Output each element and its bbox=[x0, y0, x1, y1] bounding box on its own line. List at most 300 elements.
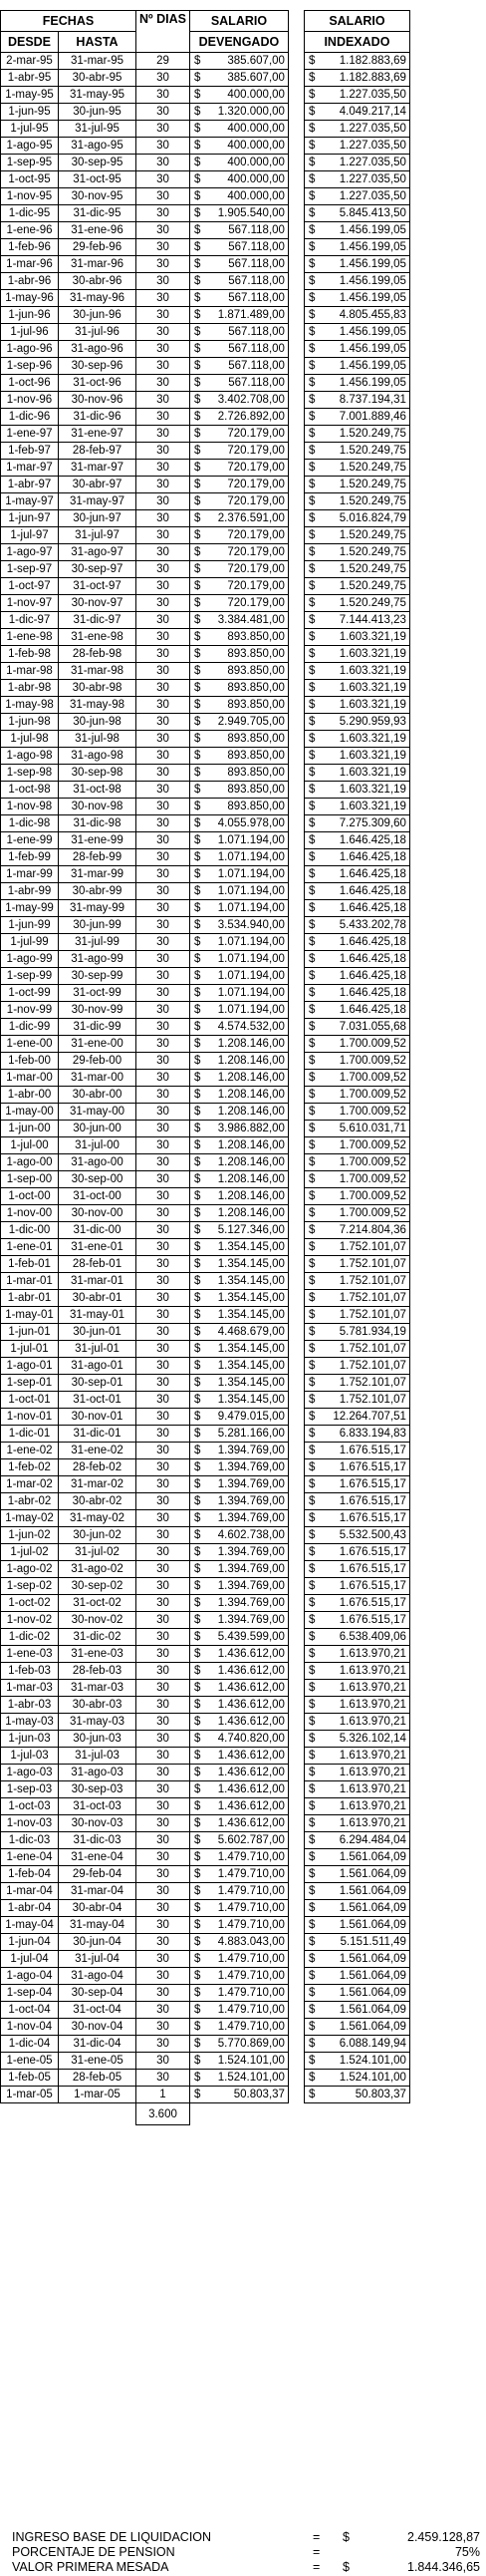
devengado-cell bbox=[189, 1900, 288, 1917]
table-row bbox=[1, 866, 410, 883]
table-row bbox=[1, 917, 410, 934]
currency-symbol: $ bbox=[193, 1495, 201, 1507]
indexado-cell bbox=[304, 1188, 409, 1205]
table-row bbox=[1, 1561, 410, 1578]
desde-cell: 1-mar-98 bbox=[1, 663, 59, 680]
desde-cell: 1-jun-02 bbox=[1, 1527, 59, 1544]
indexado-value: 1.227.035,50 bbox=[339, 157, 406, 168]
indexado-value: 1.456.199,05 bbox=[339, 360, 406, 372]
indexado-value: 1.752.101,07 bbox=[339, 1309, 406, 1321]
table-row bbox=[1, 1171, 410, 1188]
hasta-cell: 30-sep-98 bbox=[59, 765, 136, 782]
currency-symbol: $ bbox=[193, 2089, 201, 2100]
indexado-cell bbox=[304, 1137, 409, 1154]
hasta-cell: 31-mar-95 bbox=[59, 53, 136, 70]
desde-cell: 1-ago-98 bbox=[1, 748, 59, 765]
indexado-value: 1.646.425,18 bbox=[339, 1004, 406, 1016]
devengado-value: 1.208.146,00 bbox=[217, 1207, 285, 1219]
table-row bbox=[1, 849, 410, 866]
currency-symbol: $ bbox=[308, 1665, 316, 1677]
dias-cell: 30 bbox=[136, 1290, 190, 1307]
currency-symbol: $ bbox=[193, 512, 201, 524]
desde-cell: 1-sep-97 bbox=[1, 561, 59, 578]
currency-symbol: $ bbox=[308, 1326, 316, 1338]
desde-cell: 1-abr-02 bbox=[1, 1493, 59, 1510]
currency-symbol: $ bbox=[308, 123, 316, 135]
indexado-value: 1.700.009,52 bbox=[339, 1156, 406, 1168]
indexado-cell bbox=[304, 1629, 409, 1646]
devengado-cell bbox=[189, 714, 288, 731]
indexado-value: 1.646.425,18 bbox=[339, 885, 406, 897]
currency-symbol: $ bbox=[308, 72, 316, 84]
dias-cell: 30 bbox=[136, 256, 190, 273]
hasta-cell: 30-jun-04 bbox=[59, 1934, 136, 1951]
table-row bbox=[1, 1748, 410, 1765]
indexado-cell bbox=[304, 171, 409, 188]
currency-symbol: $ bbox=[193, 1665, 201, 1677]
indexado-value: 1.700.009,52 bbox=[339, 1038, 406, 1050]
table-row bbox=[1, 1188, 410, 1205]
indexado-header: INDEXADO bbox=[304, 32, 409, 53]
table-row bbox=[1, 426, 410, 443]
devengado-cell bbox=[189, 1459, 288, 1476]
dias-cell: 30 bbox=[136, 1697, 190, 1714]
hasta-cell: 28-feb-01 bbox=[59, 1256, 136, 1273]
hasta-cell: 30-sep-03 bbox=[59, 1781, 136, 1798]
indexado-value: 5.326.102,14 bbox=[339, 1733, 406, 1745]
currency-symbol: $ bbox=[308, 817, 316, 829]
currency-symbol: $ bbox=[308, 394, 316, 406]
hasta-cell: 31-dic-97 bbox=[59, 612, 136, 629]
indexado-value: 1.561.064,09 bbox=[339, 1851, 406, 1863]
dias-cell: 30 bbox=[136, 1849, 190, 1866]
currency-symbol: $ bbox=[308, 2021, 316, 2033]
dias-cell: 30 bbox=[136, 731, 190, 748]
hasta-cell: 30-nov-97 bbox=[59, 595, 136, 612]
indexado-cell bbox=[304, 1459, 409, 1476]
desde-cell: 1-feb-96 bbox=[1, 239, 59, 256]
devengado-cell bbox=[189, 1765, 288, 1781]
devengado-cell bbox=[189, 595, 288, 612]
dias-cell: 30 bbox=[136, 1273, 190, 1290]
currency-symbol: $ bbox=[193, 580, 201, 592]
table-row bbox=[1, 646, 410, 663]
table-row bbox=[1, 1578, 410, 1595]
devengado-cell bbox=[189, 1493, 288, 1510]
devengado-cell bbox=[189, 917, 288, 934]
hasta-cell: 31-ago-00 bbox=[59, 1154, 136, 1171]
indexado-value: 1.456.199,05 bbox=[339, 258, 406, 270]
devengado-value: 385.607,00 bbox=[227, 55, 285, 67]
table-row bbox=[1, 799, 410, 815]
currency-symbol: $ bbox=[193, 173, 201, 185]
indexado-value: 7.214.804,36 bbox=[339, 1224, 406, 1236]
indexado-cell bbox=[304, 1578, 409, 1595]
hasta-cell: 30-abr-03 bbox=[59, 1697, 136, 1714]
hasta-cell: 31-mar-01 bbox=[59, 1273, 136, 1290]
indexado-value: 1.646.425,18 bbox=[339, 970, 406, 982]
devengado-cell bbox=[189, 1985, 288, 2002]
currency-symbol: $ bbox=[308, 1970, 316, 1982]
desde-cell: 1-sep-03 bbox=[1, 1781, 59, 1798]
table-row bbox=[1, 663, 410, 680]
dias-cell: 30 bbox=[136, 2070, 190, 2087]
devengado-cell bbox=[189, 527, 288, 544]
currency-symbol: $ bbox=[308, 936, 316, 948]
table-row bbox=[1, 731, 410, 748]
hasta-cell: 31-dic-01 bbox=[59, 1426, 136, 1443]
table-row bbox=[1, 1951, 410, 1968]
desde-cell: 1-mar-01 bbox=[1, 1273, 59, 1290]
table-row bbox=[1, 1375, 410, 1392]
devengado-value: 1.436.612,00 bbox=[217, 1699, 285, 1711]
currency-symbol: $ bbox=[308, 2089, 316, 2100]
desde-cell: 1-jun-03 bbox=[1, 1731, 59, 1748]
indexado-cell bbox=[304, 290, 409, 307]
currency-symbol: $ bbox=[193, 953, 201, 965]
devengado-value: 1.905.540,00 bbox=[217, 207, 285, 219]
table-row bbox=[1, 358, 410, 375]
hasta-cell: 30-nov-96 bbox=[59, 392, 136, 409]
indexado-cell bbox=[304, 477, 409, 493]
indexado-cell bbox=[304, 1375, 409, 1392]
hasta-cell: 30-abr-99 bbox=[59, 883, 136, 900]
dias-cell: 29 bbox=[136, 53, 190, 70]
currency-symbol: $ bbox=[308, 1309, 316, 1321]
devengado-value: 720.179,00 bbox=[227, 529, 285, 541]
currency-symbol: $ bbox=[193, 2055, 201, 2067]
devengado-value: 720.179,00 bbox=[227, 462, 285, 474]
indexado-value: 5.016.824,79 bbox=[339, 512, 406, 524]
currency-symbol: $ bbox=[308, 1834, 316, 1846]
indexado-cell bbox=[304, 1493, 409, 1510]
devengado-value: 893.850,00 bbox=[227, 631, 285, 643]
currency-symbol: $ bbox=[308, 1241, 316, 1253]
mesada-row bbox=[12, 2560, 480, 2575]
desde-cell: 1-oct-02 bbox=[1, 1595, 59, 1612]
currency-symbol: $ bbox=[193, 1428, 201, 1440]
devengado-value: 1.071.194,00 bbox=[217, 936, 285, 948]
indexado-value: 1.613.970,21 bbox=[339, 1767, 406, 1778]
pension-liquidation-sheet bbox=[0, 10, 486, 2125]
desde-cell: 1-jun-00 bbox=[1, 1121, 59, 1137]
table-row bbox=[1, 1256, 410, 1273]
indexado-value: 1.676.515,17 bbox=[339, 1580, 406, 1592]
indexado-cell bbox=[304, 866, 409, 883]
desde-cell: 1-may-97 bbox=[1, 493, 59, 510]
dias-cell: 30 bbox=[136, 1104, 190, 1121]
desde-cell: 1-jun-98 bbox=[1, 714, 59, 731]
devengado-cell bbox=[189, 1595, 288, 1612]
dias-cell: 30 bbox=[136, 1426, 190, 1443]
devengado-value: 1.479.710,00 bbox=[217, 1902, 285, 1914]
devengado-value: 1.354.145,00 bbox=[217, 1394, 285, 1406]
currency-symbol: $ bbox=[308, 1207, 316, 1219]
desde-cell: 1-ago-02 bbox=[1, 1561, 59, 1578]
devengado-value: 1.208.146,00 bbox=[217, 1106, 285, 1118]
currency-symbol: $ bbox=[193, 1377, 201, 1389]
devengado-value: 1.354.145,00 bbox=[217, 1292, 285, 1304]
table-row bbox=[1, 1443, 410, 1459]
desde-cell: 1-jun-97 bbox=[1, 510, 59, 527]
table-row bbox=[1, 595, 410, 612]
currency-symbol: $ bbox=[308, 1411, 316, 1423]
indexado-value: 1.646.425,18 bbox=[339, 953, 406, 965]
table-row bbox=[1, 815, 410, 832]
currency-symbol: $ bbox=[308, 580, 316, 592]
indexado-cell bbox=[304, 1765, 409, 1781]
devengado-value: 567.118,00 bbox=[228, 377, 285, 389]
desde-cell: 1-ago-04 bbox=[1, 1968, 59, 1985]
indexado-value: 1.676.515,17 bbox=[339, 1563, 406, 1575]
hasta-cell: 31-ene-97 bbox=[59, 426, 136, 443]
indexado-value: 1.613.970,21 bbox=[339, 1800, 406, 1812]
devengado-cell bbox=[189, 256, 288, 273]
table-row bbox=[1, 561, 410, 578]
devengado-cell bbox=[189, 1273, 288, 1290]
hasta-cell: 28-feb-98 bbox=[59, 646, 136, 663]
indexado-cell bbox=[304, 1663, 409, 1680]
dias-cell: 30 bbox=[136, 1714, 190, 1731]
currency-symbol: $ bbox=[308, 411, 316, 423]
desde-cell: 1-nov-00 bbox=[1, 1205, 59, 1222]
table-row bbox=[1, 1798, 410, 1815]
mesada-label: VALOR PRIMERA MESADA bbox=[12, 2560, 169, 2574]
indexado-cell bbox=[304, 2070, 409, 2087]
table-row bbox=[1, 985, 410, 1002]
desde-cell: 1-nov-97 bbox=[1, 595, 59, 612]
hasta-cell: 31-oct-99 bbox=[59, 985, 136, 1002]
indexado-cell bbox=[304, 205, 409, 222]
devengado-value: 893.850,00 bbox=[227, 699, 285, 711]
dias-cell: 30 bbox=[136, 1595, 190, 1612]
desde-cell: 1-abr-01 bbox=[1, 1290, 59, 1307]
devengado-value: 1.479.710,00 bbox=[217, 2021, 285, 2033]
devengado-value: 1.524.101,00 bbox=[217, 2055, 285, 2067]
devengado-cell bbox=[189, 1883, 288, 1900]
salario-devengado-header: SALARIO bbox=[189, 11, 288, 32]
indexado-value: 1.752.101,07 bbox=[339, 1360, 406, 1372]
devengado-cell bbox=[189, 375, 288, 392]
desde-cell: 1-oct-00 bbox=[1, 1188, 59, 1205]
indexado-cell bbox=[304, 510, 409, 527]
desde-cell: 1-abr-00 bbox=[1, 1087, 59, 1104]
currency-symbol: $ bbox=[308, 1597, 316, 1609]
devengado-value: 1.208.146,00 bbox=[217, 1089, 285, 1101]
indexado-value: 1.561.064,09 bbox=[339, 1987, 406, 1999]
hasta-cell: 31-dic-99 bbox=[59, 1019, 136, 1036]
desde-cell: 1-abr-96 bbox=[1, 273, 59, 290]
hasta-cell: 31-oct-01 bbox=[59, 1392, 136, 1409]
devengado-value: 1.394.769,00 bbox=[217, 1580, 285, 1592]
indexado-value: 1.646.425,18 bbox=[339, 834, 406, 846]
currency-symbol: $ bbox=[193, 1055, 201, 1067]
currency-symbol: $ bbox=[308, 682, 316, 694]
hasta-cell: 30-jun-01 bbox=[59, 1324, 136, 1341]
hasta-cell: 30-abr-95 bbox=[59, 70, 136, 87]
desde-cell: 1-ene-96 bbox=[1, 222, 59, 239]
currency-symbol: $ bbox=[308, 1682, 316, 1694]
indexado-value: 1.520.249,75 bbox=[339, 529, 406, 541]
desde-cell: 1-ago-99 bbox=[1, 951, 59, 968]
indexado-cell bbox=[304, 375, 409, 392]
dias-cell: 30 bbox=[136, 1663, 190, 1680]
currency-symbol: $ bbox=[193, 1919, 201, 1931]
indexado-value: 1.227.035,50 bbox=[339, 89, 406, 101]
dias-cell: 30 bbox=[136, 1612, 190, 1629]
desde-cell: 1-feb-98 bbox=[1, 646, 59, 663]
currency-symbol: $ bbox=[193, 1275, 201, 1287]
hasta-cell: 30-sep-97 bbox=[59, 561, 136, 578]
currency-symbol: $ bbox=[193, 1580, 201, 1592]
indexado-value: 1.676.515,17 bbox=[339, 1445, 406, 1456]
dias-cell: 30 bbox=[136, 1222, 190, 1239]
devengado-value: 4.602.738,00 bbox=[217, 1529, 285, 1541]
currency-symbol: $ bbox=[308, 445, 316, 457]
devengado-value: 720.179,00 bbox=[227, 445, 285, 457]
desde-cell: 1-nov-99 bbox=[1, 1002, 59, 1019]
devengado-cell bbox=[189, 1951, 288, 1968]
indexado-value: 7.001.889,46 bbox=[339, 411, 406, 423]
indexado-value: 1.520.249,75 bbox=[339, 546, 406, 558]
devengado-value: 4.740.820,00 bbox=[217, 1733, 285, 1745]
currency-symbol: $ bbox=[193, 868, 201, 880]
indexado-cell bbox=[304, 2053, 409, 2070]
hasta-cell: 30-jun-97 bbox=[59, 510, 136, 527]
indexado-value: 1.561.064,09 bbox=[339, 1919, 406, 1931]
devengado-value: 1.354.145,00 bbox=[217, 1241, 285, 1253]
indexado-cell bbox=[304, 222, 409, 239]
currency-symbol: $ bbox=[193, 411, 201, 423]
indexado-value: 1.676.515,17 bbox=[339, 1461, 406, 1473]
dias-cell: 30 bbox=[136, 663, 190, 680]
indexado-value: 1.456.199,05 bbox=[339, 343, 406, 355]
devengado-value: 1.208.146,00 bbox=[217, 1072, 285, 1084]
table-row bbox=[1, 1324, 410, 1341]
dias-cell: 30 bbox=[136, 239, 190, 256]
table-row bbox=[1, 629, 410, 646]
hasta-cell: 31-jul-00 bbox=[59, 1137, 136, 1154]
devengado-cell bbox=[189, 1036, 288, 1053]
currency-symbol: $ bbox=[308, 699, 316, 711]
dias-cell: 30 bbox=[136, 883, 190, 900]
desde-cell: 1-feb-01 bbox=[1, 1256, 59, 1273]
dias-cell: 30 bbox=[136, 1409, 190, 1426]
devengado-cell bbox=[189, 1781, 288, 1798]
indexado-value: 1.561.064,09 bbox=[339, 1970, 406, 1982]
currency-symbol: $ bbox=[308, 1377, 316, 1389]
indexado-cell bbox=[304, 104, 409, 121]
devengado-cell bbox=[189, 1443, 288, 1459]
indexado-cell bbox=[304, 799, 409, 815]
hasta-cell: 31-ago-95 bbox=[59, 138, 136, 155]
indexado-cell bbox=[304, 155, 409, 171]
devengado-value: 3.402.708,00 bbox=[217, 394, 285, 406]
devengado-value: 5.439.599,00 bbox=[217, 1631, 285, 1643]
hasta-cell: 31-dic-00 bbox=[59, 1222, 136, 1239]
hasta-cell: 30-nov-02 bbox=[59, 1612, 136, 1629]
currency-symbol: $ bbox=[308, 1817, 316, 1829]
devengado-cell bbox=[189, 205, 288, 222]
indexado-cell bbox=[304, 1815, 409, 1832]
table-row bbox=[1, 1222, 410, 1239]
indexado-cell bbox=[304, 1002, 409, 1019]
desde-cell: 1-dic-01 bbox=[1, 1426, 59, 1443]
devengado-value: 1.394.769,00 bbox=[217, 1512, 285, 1524]
devengado-cell bbox=[189, 1205, 288, 1222]
table-row bbox=[1, 1765, 410, 1781]
devengado-value: 3.986.882,00 bbox=[217, 1123, 285, 1134]
dias-cell: 30 bbox=[136, 1578, 190, 1595]
desde-cell: 1-feb-04 bbox=[1, 1866, 59, 1883]
table-row bbox=[1, 1832, 410, 1849]
indexado-value: 12.264.707,51 bbox=[333, 1411, 406, 1423]
currency-symbol: $ bbox=[193, 919, 201, 931]
hasta-cell: 31-ene-00 bbox=[59, 1036, 136, 1053]
hasta-cell: 30-sep-01 bbox=[59, 1375, 136, 1392]
currency-symbol: $ bbox=[193, 1139, 201, 1151]
indexado-cell bbox=[304, 815, 409, 832]
hasta-cell: 31-oct-02 bbox=[59, 1595, 136, 1612]
desde-cell: 1-mar-00 bbox=[1, 1070, 59, 1087]
fechas-header: FECHAS bbox=[1, 11, 136, 32]
currency-symbol: $ bbox=[308, 258, 316, 270]
indexado-cell bbox=[304, 697, 409, 714]
dias-cell: 30 bbox=[136, 765, 190, 782]
indexado-value: 1.182.883,69 bbox=[339, 72, 406, 84]
dias-cell: 30 bbox=[136, 1205, 190, 1222]
dias-cell: 30 bbox=[136, 1680, 190, 1697]
desde-cell: 1-jun-96 bbox=[1, 307, 59, 324]
currency-symbol: $ bbox=[193, 1123, 201, 1134]
currency-symbol: $ bbox=[308, 767, 316, 779]
devengado-cell bbox=[189, 1748, 288, 1765]
devengado-cell bbox=[189, 477, 288, 493]
hasta-cell: 31-may-03 bbox=[59, 1714, 136, 1731]
indexado-cell bbox=[304, 2019, 409, 2036]
ibl-value: 2.459.128,87 bbox=[407, 2530, 480, 2544]
indexado-value: 5.781.934,19 bbox=[339, 1326, 406, 1338]
currency-symbol: $ bbox=[193, 462, 201, 474]
hasta-cell: 31-ene-05 bbox=[59, 2053, 136, 2070]
table-row bbox=[1, 171, 410, 188]
currency-symbol: $ bbox=[193, 716, 201, 728]
hasta-cell: 31-ago-04 bbox=[59, 1968, 136, 1985]
devengado-cell bbox=[189, 951, 288, 968]
indexado-cell bbox=[304, 1985, 409, 2002]
indexado-value: 8.737.194,31 bbox=[339, 394, 406, 406]
devengado-value: 893.850,00 bbox=[227, 750, 285, 762]
table-row bbox=[1, 578, 410, 595]
devengado-cell bbox=[189, 2036, 288, 2053]
hasta-cell: 31-ene-03 bbox=[59, 1646, 136, 1663]
pct-value: 75% bbox=[454, 2545, 480, 2559]
indexado-value: 1.613.970,21 bbox=[339, 1648, 406, 1660]
desde-cell: 1-mar-96 bbox=[1, 256, 59, 273]
ibl-equals: = bbox=[313, 2530, 321, 2544]
table-row bbox=[1, 1663, 410, 1680]
devengado-value: 3.534.940,00 bbox=[217, 919, 285, 931]
currency-symbol: $ bbox=[193, 1563, 201, 1575]
desde-cell: 1-sep-96 bbox=[1, 358, 59, 375]
devengado-value: 1.479.710,00 bbox=[217, 1970, 285, 1982]
devengado-value: 1.394.769,00 bbox=[217, 1445, 285, 1456]
hasta-cell: 28-feb-97 bbox=[59, 443, 136, 460]
indexado-cell bbox=[304, 239, 409, 256]
dias-cell: 30 bbox=[136, 1781, 190, 1798]
devengado-cell bbox=[189, 1256, 288, 1273]
indexado-cell bbox=[304, 1205, 409, 1222]
